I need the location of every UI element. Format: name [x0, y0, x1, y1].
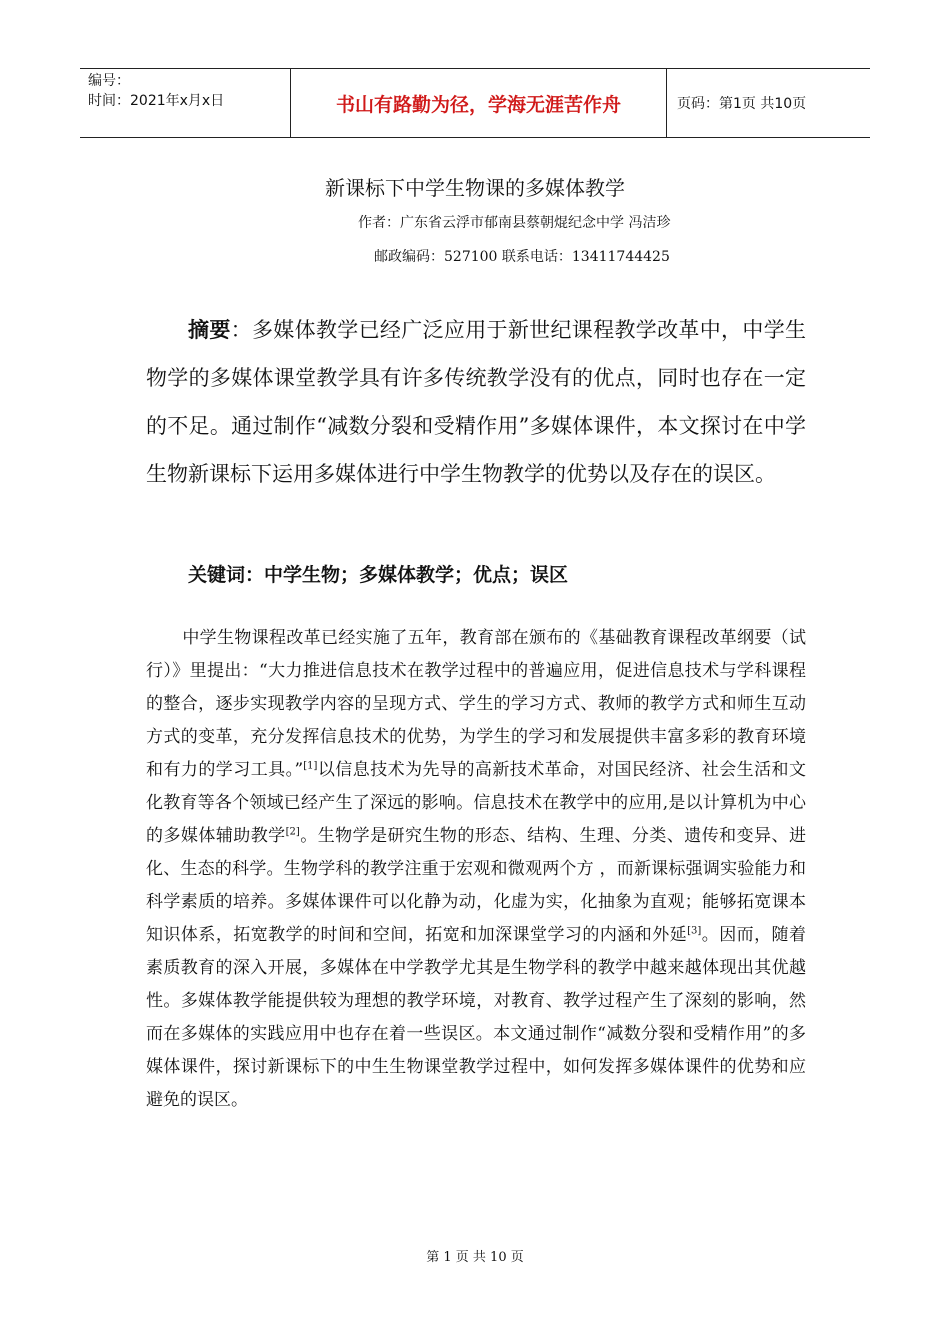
body-part-3: 。生物学是研究生物的形态、结构、生理、分类、遗传和变异、进化、生态的科学。生物学科的教学注重于宏观和微观两个方 ，而新课标强调实验能力和科学素质的培养。多媒体课件可以化静为动，化虚为实，化抽象为直观；能够拓宽课本知识体系，拓宽教学的时间和空间，拓宽和加深课堂学习的内涵和外延 [146, 826, 807, 945]
reference-2: [2] [285, 826, 300, 838]
reference-1: [1] [303, 760, 318, 772]
date-label: 时间：2021年x月x日 [88, 93, 225, 109]
body-part-4: 。因而，随着素质教育的深入开展，多媒体在中学教学尤其是生物学科的教学中越来越体现出其优越性。多媒体教学能提供较为理想的教学环境，对教育、教学过程产生了深刻的影响，然而在多媒体的实践应用中也存在着一些误区。本文通过制作“减数分裂和受精作用”的多媒体课件，探讨新课标下的中生生物课堂教学过程中，如何发挥多媒体课件的优势和应避免的误区。 [146, 925, 807, 1110]
page-footer: 第 1 页 共 10 页 [426, 1250, 524, 1265]
document-title: 新课标下中学生物课的多媒体教学 [325, 176, 625, 200]
keywords: 关键词：中学生物；多媒体教学；优点；误区 [188, 564, 569, 586]
page-header [80, 68, 870, 138]
header-page-info: 页码：第1页 共10页 [677, 96, 807, 112]
header-meta [80, 69, 291, 137]
body-paragraph [146, 622, 806, 1117]
body-part-1: 中学生物课程改革已经实施了五年，教育部在颁布的《基础教育课程改革纲要（试行）》里提出：“大力推进信息技术在教学过程中的普遍应用，促进信息技术与学科课程的整合，逐步实现教学内容的呈现方式、学生的学习方式、教师的教学方式和师生互动方式的变革，充分发挥信息技术的优势，为学生的学习和发展提供丰富多彩的教育环境和有力的学习工具。” [146, 628, 806, 780]
postal-line: 邮政编码：527100 联系电话：13411744425 [374, 249, 670, 265]
reference-3: [3] [687, 925, 702, 937]
number-label: 编号： [88, 73, 130, 89]
abstract [146, 306, 806, 498]
author-line: 作者：广东省云浮市郁南县蔡朝焜纪念中学 冯洁珍 [358, 215, 671, 231]
body-part-2: 以信息技术为先导的高新技术革命，对国民经济、社会生活和文化教育等各个领域已经产生了深远的影响。信息技术在教学中的应用,是以计算机为中心的多媒体辅助教学 [146, 760, 806, 846]
abstract-text: ：多媒体教学已经广泛应用于新世纪课程教学改革中，中学生物学的多媒体课堂教学具有许多传统教学没有的优点，同时也存在一定的不足。通过制作“减数分裂和受精作用”多媒体课件，本文探讨在中学生物新课标下运用多媒体进行中学生物教学的优势以及存在的误区。 [146, 318, 807, 486]
abstract-label: 摘要 [188, 318, 231, 342]
header-motto: 书山有路勤为径，学海无涯苦作舟 [291, 69, 667, 137]
